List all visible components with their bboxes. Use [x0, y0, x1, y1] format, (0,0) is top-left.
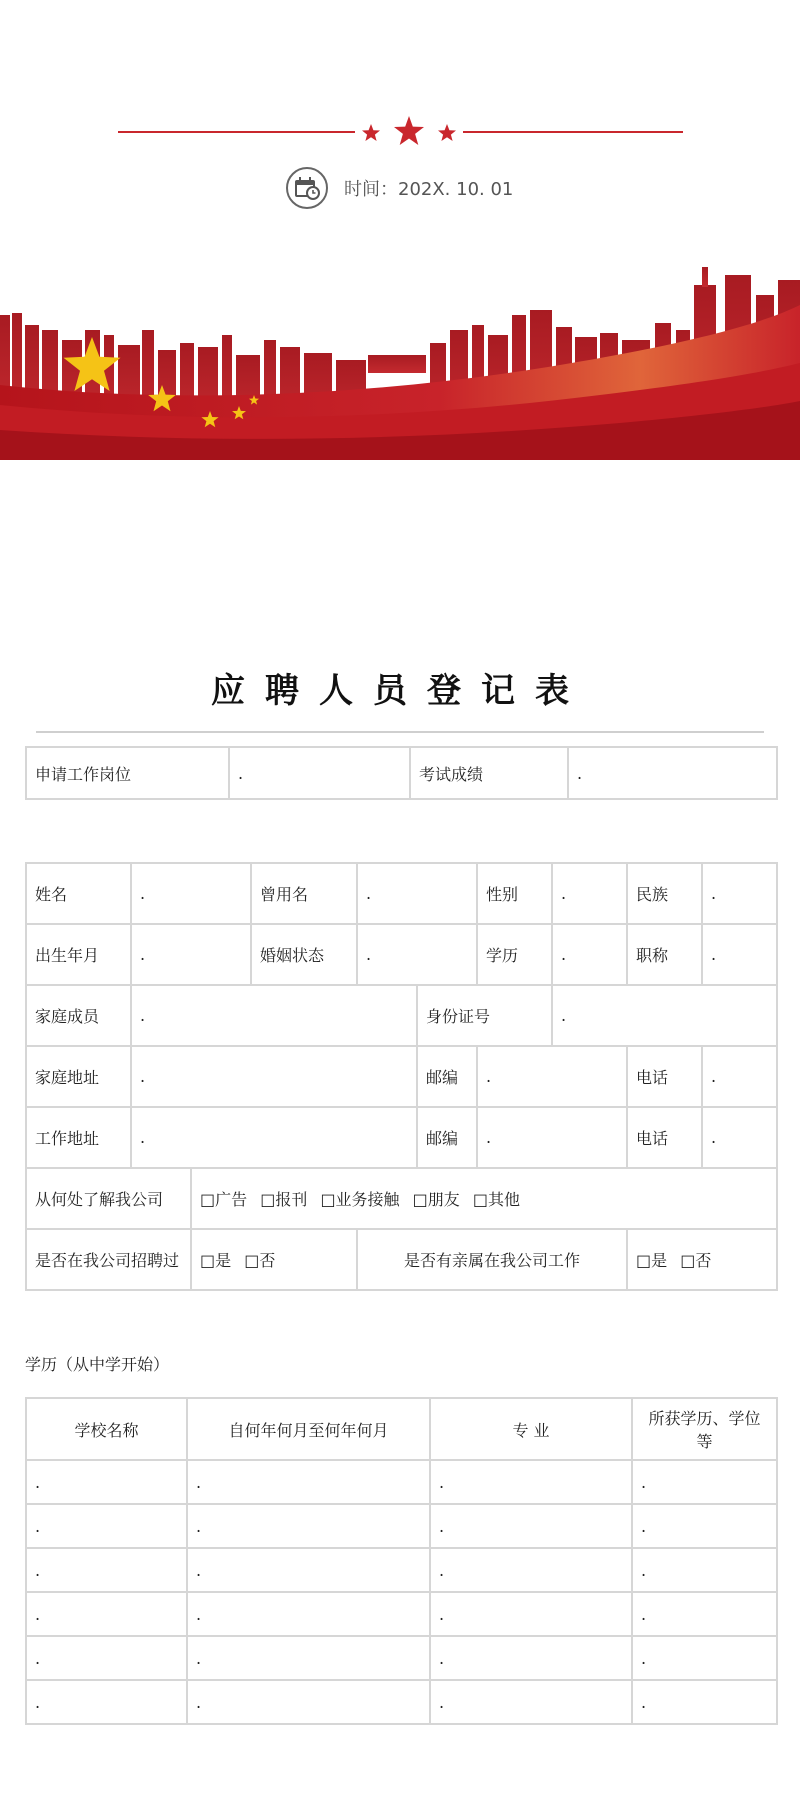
- school-cell[interactable]: .: [26, 1636, 187, 1680]
- degree-cell[interactable]: .: [632, 1548, 777, 1592]
- checkbox-business-contact[interactable]: □业务接触: [320, 1190, 400, 1209]
- id-number-label: 身份证号: [417, 985, 552, 1046]
- gender-field[interactable]: .: [552, 863, 627, 924]
- home-address-label: 家庭地址: [26, 1046, 131, 1107]
- checkbox-other[interactable]: □其他: [472, 1190, 520, 1209]
- family-field[interactable]: .: [131, 985, 417, 1046]
- source-label: 从何处了解我公司: [26, 1168, 191, 1229]
- header-period: 自何年何月至何年何月: [187, 1398, 430, 1460]
- header-major: 专 业: [430, 1398, 632, 1460]
- table-row: [26, 1636, 777, 1680]
- home-phone-label: 电话: [627, 1046, 702, 1107]
- family-label: 家庭成员: [26, 985, 131, 1046]
- header-degree: 所获学历、学位等: [632, 1398, 777, 1460]
- education-field[interactable]: .: [552, 924, 627, 985]
- checkbox-applied-yes[interactable]: □是: [200, 1251, 232, 1270]
- stars-icon: [357, 114, 461, 150]
- work-address-field[interactable]: .: [131, 1107, 417, 1168]
- calendar-clock-icon: [286, 167, 328, 209]
- header-line-left: [118, 131, 355, 133]
- job-title-field[interactable]: .: [702, 924, 777, 985]
- education-label: 学历: [477, 924, 552, 985]
- table-row: [26, 1680, 777, 1724]
- marital-label: 婚姻状态: [251, 924, 357, 985]
- header-line-right: [463, 131, 683, 133]
- title-divider: [36, 731, 764, 733]
- checkbox-relatives-no[interactable]: □否: [680, 1251, 712, 1270]
- former-name-field[interactable]: .: [357, 863, 477, 924]
- work-zip-label: 邮编: [417, 1107, 477, 1168]
- checkbox-newspaper[interactable]: □报刊: [260, 1190, 308, 1209]
- work-phone-label: 电话: [627, 1107, 702, 1168]
- work-phone-field[interactable]: .: [702, 1107, 777, 1168]
- school-cell[interactable]: .: [26, 1680, 187, 1724]
- position-label: 申请工作岗位: [26, 747, 229, 799]
- ethnicity-label: 民族: [627, 863, 702, 924]
- school-cell[interactable]: .: [26, 1548, 187, 1592]
- name-field[interactable]: .: [131, 863, 251, 924]
- period-cell[interactable]: .: [187, 1680, 430, 1724]
- table-row: [26, 1460, 777, 1504]
- education-section-label: 学历（从中学开始）: [25, 1355, 170, 1374]
- checkbox-applied-no[interactable]: □否: [244, 1251, 276, 1270]
- gender-label: 性别: [477, 863, 552, 924]
- marital-field[interactable]: .: [357, 924, 477, 985]
- major-cell[interactable]: .: [430, 1548, 632, 1592]
- source-options: [191, 1168, 777, 1229]
- home-zip-field[interactable]: .: [477, 1046, 627, 1107]
- period-cell[interactable]: .: [187, 1592, 430, 1636]
- table-row: [26, 1504, 777, 1548]
- date-row: [286, 166, 513, 210]
- degree-cell[interactable]: .: [632, 1592, 777, 1636]
- period-cell[interactable]: .: [187, 1460, 430, 1504]
- exam-score-field[interactable]: .: [568, 747, 777, 799]
- personal-info-table: [25, 862, 778, 1291]
- education-table: [25, 1397, 778, 1725]
- home-address-field[interactable]: .: [131, 1046, 417, 1107]
- birth-label: 出生年月: [26, 924, 131, 985]
- birth-field[interactable]: .: [131, 924, 251, 985]
- degree-cell[interactable]: .: [632, 1460, 777, 1504]
- former-name-label: 曾用名: [251, 863, 357, 924]
- checkbox-ad[interactable]: □广告: [200, 1190, 248, 1209]
- relatives-label: 是否有亲属在我公司工作: [357, 1229, 627, 1290]
- major-cell[interactable]: .: [430, 1460, 632, 1504]
- home-phone-field[interactable]: .: [702, 1046, 777, 1107]
- header-school: 学校名称: [26, 1398, 187, 1460]
- id-number-field[interactable]: .: [552, 985, 777, 1046]
- application-table: [25, 746, 778, 800]
- major-cell[interactable]: .: [430, 1680, 632, 1724]
- checkbox-relatives-yes[interactable]: □是: [636, 1251, 668, 1270]
- position-field[interactable]: .: [229, 747, 410, 799]
- applied-before-options: [191, 1229, 357, 1290]
- work-zip-field[interactable]: .: [477, 1107, 627, 1168]
- page-title: 应聘人员登记表: [211, 671, 589, 711]
- relatives-options: [627, 1229, 777, 1290]
- date-text: 时间：202X. 10. 01: [344, 179, 514, 200]
- school-cell[interactable]: .: [26, 1504, 187, 1548]
- degree-cell[interactable]: .: [632, 1504, 777, 1548]
- job-title-label: 职称: [627, 924, 702, 985]
- period-cell[interactable]: .: [187, 1636, 430, 1680]
- period-cell[interactable]: .: [187, 1504, 430, 1548]
- major-cell[interactable]: .: [430, 1636, 632, 1680]
- table-row: [26, 1548, 777, 1592]
- school-cell[interactable]: .: [26, 1460, 187, 1504]
- degree-cell[interactable]: .: [632, 1636, 777, 1680]
- period-cell[interactable]: .: [187, 1548, 430, 1592]
- home-zip-label: 邮编: [417, 1046, 477, 1107]
- skyline-banner-image: [0, 255, 800, 460]
- work-address-label: 工作地址: [26, 1107, 131, 1168]
- table-row: [26, 1592, 777, 1636]
- major-cell[interactable]: .: [430, 1592, 632, 1636]
- exam-score-label: 考试成绩: [410, 747, 568, 799]
- major-cell[interactable]: .: [430, 1504, 632, 1548]
- name-label: 姓名: [26, 863, 131, 924]
- checkbox-friend[interactable]: □朋友: [412, 1190, 460, 1209]
- school-cell[interactable]: .: [26, 1592, 187, 1636]
- applied-before-label: 是否在我公司招聘过: [26, 1229, 191, 1290]
- ethnicity-field[interactable]: .: [702, 863, 777, 924]
- degree-cell[interactable]: .: [632, 1680, 777, 1724]
